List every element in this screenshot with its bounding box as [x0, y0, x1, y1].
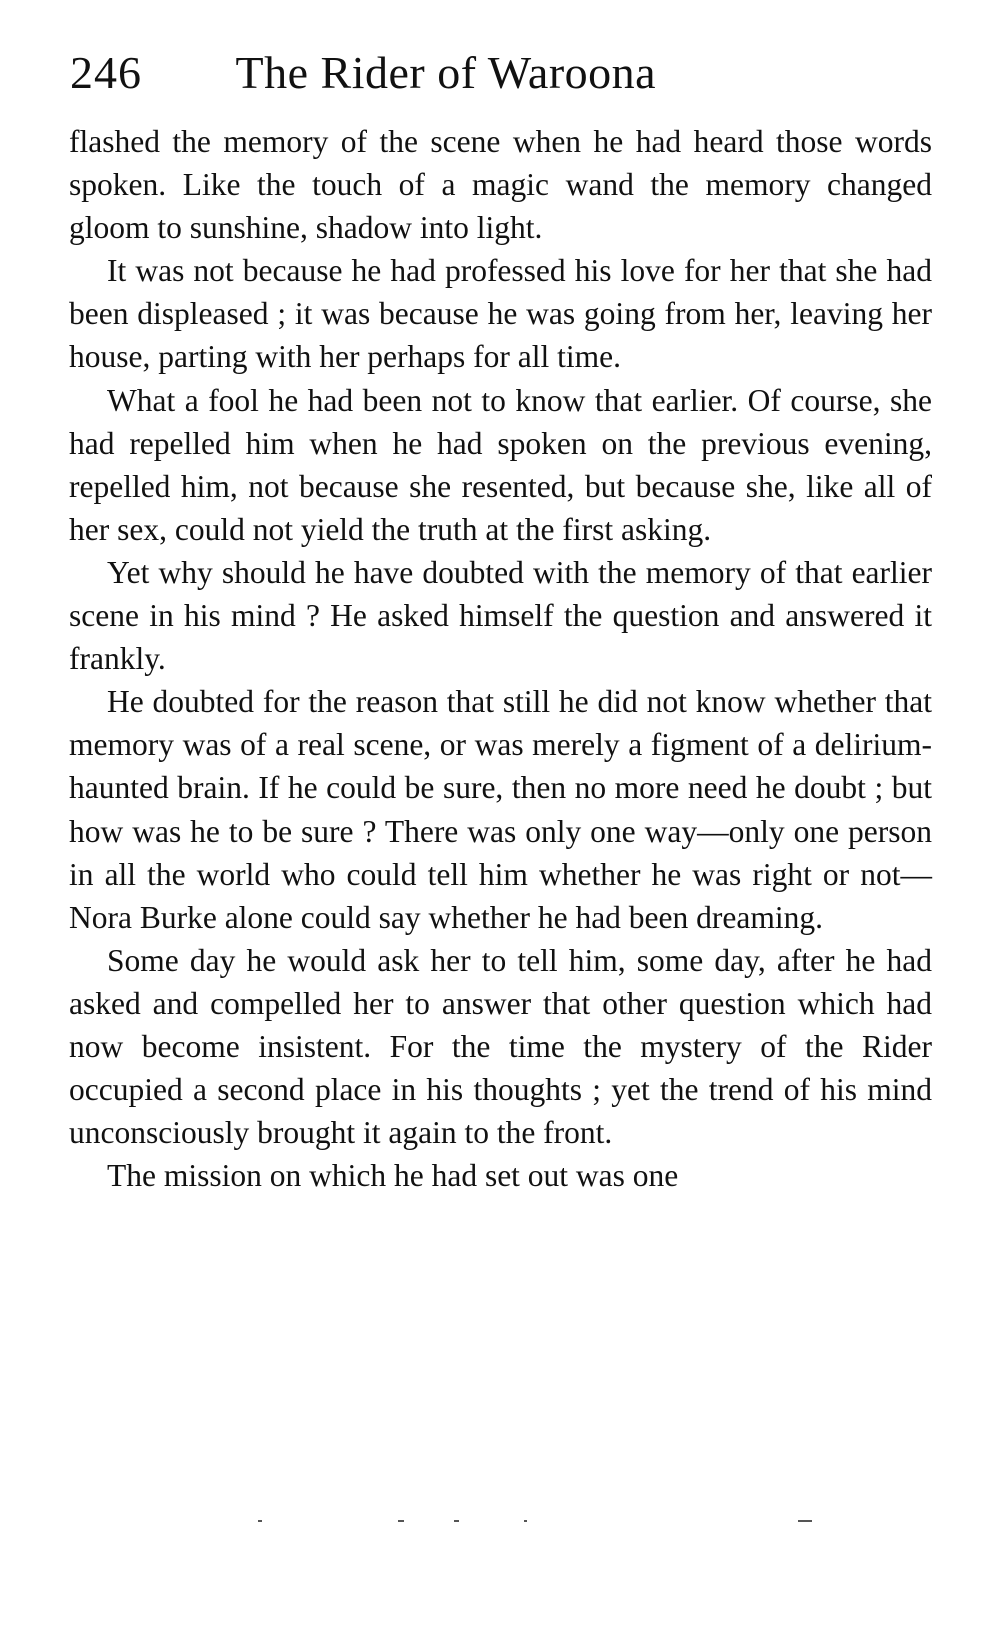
paragraph: What a fool he had been not to know that earlier. Of course, she had repelled him when he had spoken on the previous evening, repelled him, not because she resented, but because she, like all of her sex, could not yield the truth at the first asking. — [69, 382, 932, 547]
page-number: 246 — [70, 47, 142, 98]
print-speck — [258, 1520, 262, 1522]
print-speck — [398, 1520, 404, 1522]
paragraph: It was not because he had professed his love for her that she had been displeased ; it was because he was going from her, leaving her house, parting with her perhaps for all time. — [69, 253, 932, 375]
paragraph-continued: flashed the memory of the scene when he had heard those words spoken. Like the touch of a magic wand the memory changed gloom to sunshine, shadow into light. — [69, 124, 932, 246]
print-speck — [454, 1520, 459, 1522]
print-speck — [524, 1520, 527, 1522]
paragraph: Some day he would ask her to tell him, some day, after he had asked and compelled her to answer that other question which had now become insistent. For the time the mystery of the Rider occupied a second place in his thoughts ; yet the trend of his mind unconsciously brought it again to the front. — [69, 942, 932, 1151]
paragraph-last: The mission on which he had set out was one — [107, 1158, 679, 1194]
book-title: The Rider of Waroona — [235, 47, 657, 98]
print-speck — [798, 1520, 812, 1522]
running-head — [70, 42, 930, 104]
paragraph: He doubted for the reason that still he did not know whether that memory was of a real scene, or was merely a figment of a delirium-haunted brain. If he could be sure, then no more need he doubt ; but how was he to be sure ? There was only one way—only one person in all the world who could tell him whether he was right or not—Nora Burke alone could say whether he had been dreaming. — [69, 684, 932, 935]
print-artifacts — [258, 1520, 858, 1524]
paragraph: Yet why should he have doubted with the memory of that earlier scene in his mind ? He asked himself the question and answered it frankly. — [69, 554, 932, 677]
body-text — [69, 120, 932, 1197]
